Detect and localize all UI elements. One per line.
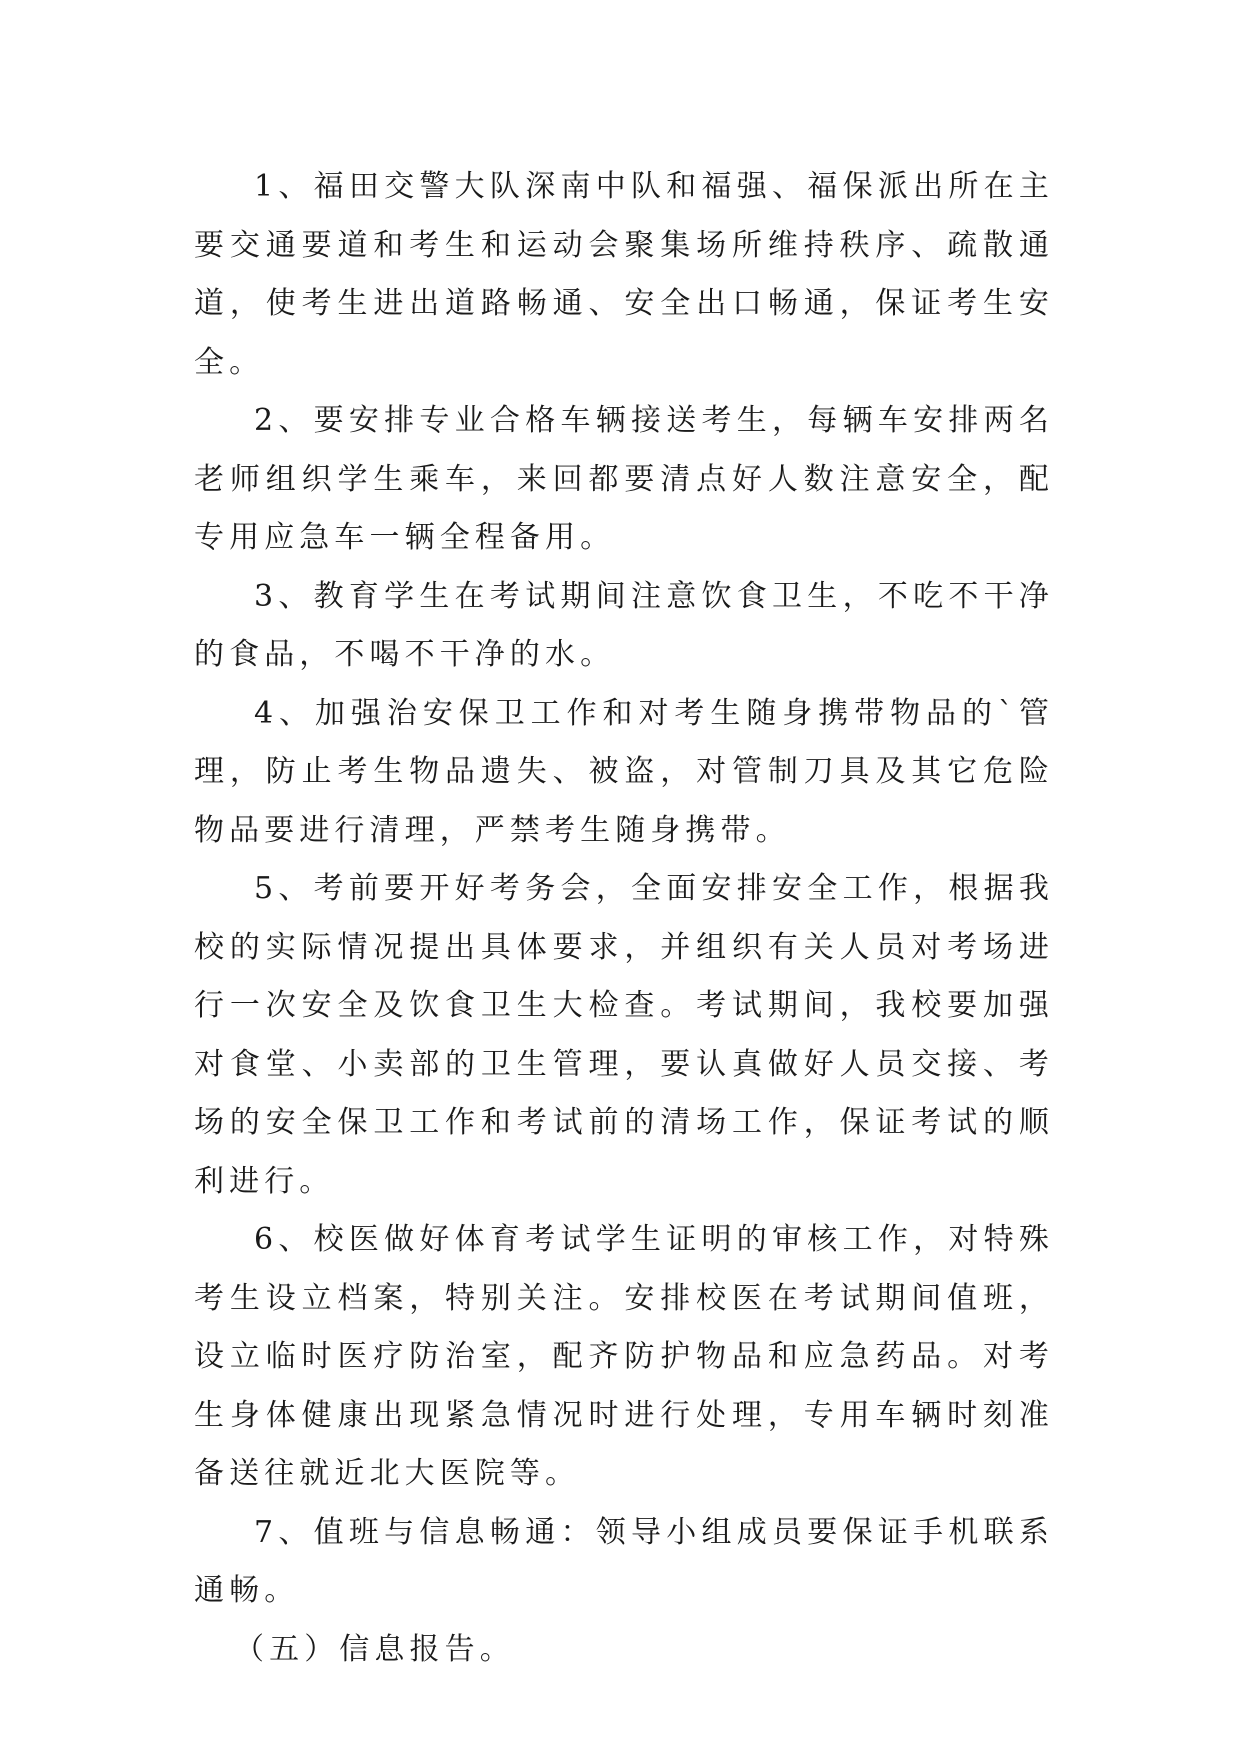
paragraph-item-4: 4、加强治安保卫工作和对考生随身携带物品的`管理，防止考生物品遗失、被盗，对管制刀具及其它危险物品要进行清理，严禁考生随身携带。: [194, 695, 1054, 848]
paragraph-item-6: 6、校医做好体育考试学生证明的审核工作，对特殊考生设立档案，特别关注。安排校医在考试期间值班，设立临时医疗防治室，配齐防护物品和应急药品。对考生身体健康出现紧急情况时进行处理，专用车辆时刻准备送往就近北大医院等。: [194, 1222, 1054, 1491]
section-heading: （五）信息报告。: [234, 1631, 515, 1667]
paragraph-item-2: 2、要安排专业合格车辆接送考生，每辆车安排两名老师组织学生乘车，来回都要清点好人数注意安全，配专用应急车一辆全程备用。: [194, 403, 1054, 555]
paragraph-item-7: 7、值班与信息畅通：领导小组成员要保证手机联系通畅。: [194, 1514, 1054, 1608]
paragraph-item-3: 3、教育学生在考试期间注意饮食卫生，不吃不干净的食品，不喝不干净的水。: [194, 578, 1054, 672]
document-body: [194, 158, 1054, 1679]
paragraph-item-1: 1、福田交警大队深南中队和福强、福保派出所在主要交通要道和考生和运动会聚集场所维持秩序、疏散通道，使考生进出道路畅通、安全出口畅通，保证考生安全。: [194, 169, 1054, 380]
paragraph-item-5: 5、考前要开好考务会，全面安排安全工作，根据我校的实际情况提出具体要求，并组织有关人员对考场进行一次安全及饮食卫生大检查。考试期间，我校要加强对食堂、小卖部的卫生管理，要认真做好人员交接、考场的安全保卫工作和考试前的清场工作，保证考试的顺利进行。: [194, 871, 1054, 1199]
